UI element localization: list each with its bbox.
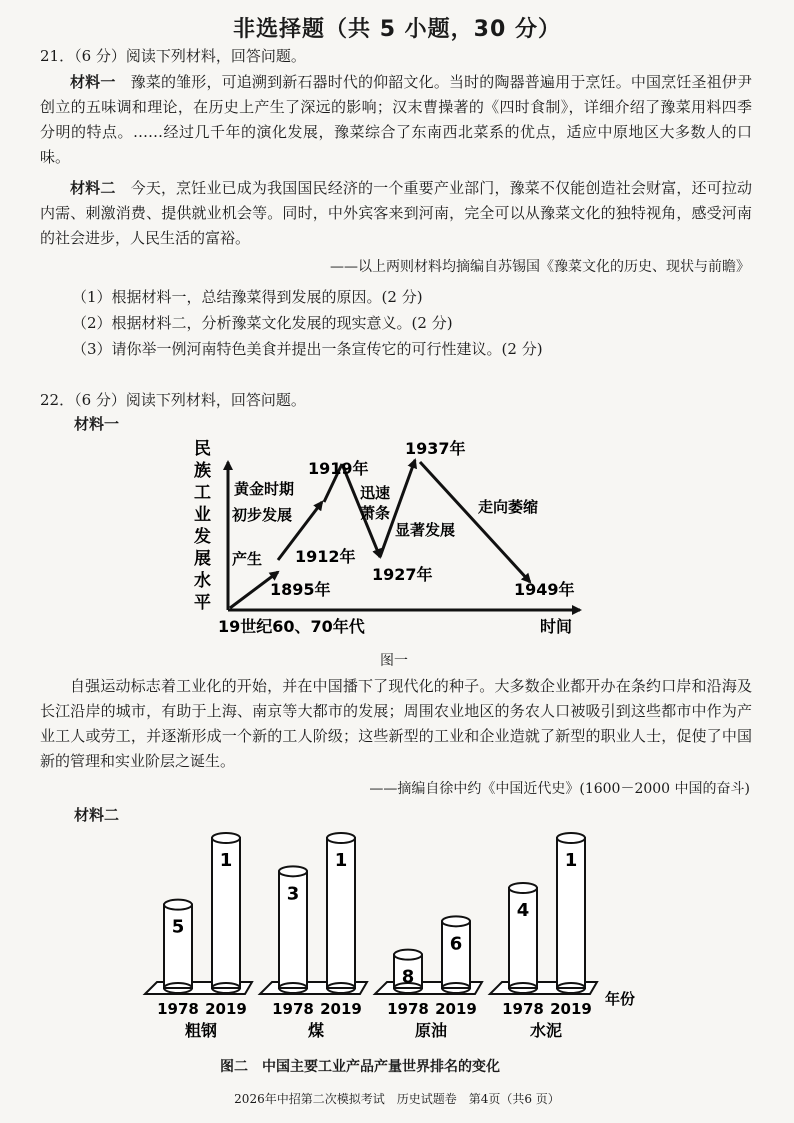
- fig2-year-label: 2019: [550, 1000, 592, 1018]
- q22-material1-label: 材料一: [74, 415, 120, 433]
- fig1-stage-golden: 黄金时期: [234, 480, 295, 498]
- fig2-bar: [557, 833, 585, 993]
- fig2-category-label: 水泥: [529, 1021, 563, 1040]
- page-footer: 2026年中招第二次模拟考试 历史试题卷 第4页（共6 页）: [234, 1092, 560, 1106]
- fig1-origin-label: 19世纪60、70年代: [218, 617, 365, 636]
- fig1-y-axis-label-char: 展: [194, 549, 211, 569]
- q21-question-2: （2）根据材料二，分析豫菜文化发展的现实意义。(2 分): [72, 314, 453, 332]
- q21-material2: [40, 176, 752, 251]
- fig2-bar: [164, 900, 192, 993]
- fig2-year-label: 1978: [502, 1000, 544, 1018]
- fig1-y-axis-label-char: 族: [194, 461, 211, 481]
- fig1-point-1895: 1895年: [270, 580, 331, 599]
- fig2-bar: [212, 833, 240, 993]
- fig2-year-label: 2019: [205, 1000, 247, 1018]
- fig2-bar: [509, 883, 537, 993]
- q22-material1-source: ——摘编自徐中约《中国近代史》(1600－2000 中国的奋斗): [369, 781, 750, 797]
- fig1-stage-decline-b: 萧条: [360, 504, 391, 522]
- fig1-point-1912: 1912年: [295, 547, 356, 566]
- fig2-bar: [394, 950, 422, 993]
- fig1-y-axis-label-chars: [193, 439, 211, 613]
- fig2-bar-rank-label: 4: [516, 900, 530, 921]
- q21-material2-text: 今天，烹饪业已成为我国国民经济的一个重要产业部门，豫菜不仅能创造社会财富，还可拉动内需、刺激消费、提供就业机会等。同时，中外宾客来到河南，完全可以从豫菜文化的独特视角，感受河南的社会进步，人民生活的富裕。: [40, 179, 752, 247]
- fig2-bar-rank-label: 1: [564, 850, 578, 871]
- fig2-bar-rank-label: 1: [219, 850, 233, 871]
- fig1-stage-decline-a: 迅速: [360, 484, 391, 502]
- q22-material2-label: 材料二: [74, 806, 120, 824]
- q22-material1-text: 自强运动标志着工业化的开始，并在中国播下了现代化的种子。大多数企业都开办在条约口岸和沿海及长江沿岸的城市，有助于上海、南京等大都市的发展；周围农业地区的务农人口被吸引到这些都市中作为产业工人或劳工，并逐渐形成一个新的工人阶级；这些新型的工业和企业造就了新型的职业人士，促使了中国新的管理和实业阶层之诞生。: [40, 677, 752, 770]
- fig1-stage-growth: 显著发展: [395, 521, 456, 539]
- q21-question-3: （3）请你举一例河南特色美食并提出一条宣传它的可行性建议。(2 分): [72, 340, 543, 358]
- fig2-year-label: 1978: [157, 1000, 199, 1018]
- fig2-bar-rank-label: 1: [334, 850, 348, 871]
- fig2-bar-rank-label: 6: [449, 933, 463, 955]
- fig1-point-1937: 1937年: [405, 439, 466, 458]
- fig2-caption: 图二 中国主要工业产品产量世界排名的变化: [220, 1059, 500, 1075]
- fig1-y-axis-label-char: 平: [194, 593, 211, 613]
- q21-material1-label: 材料一: [70, 73, 116, 91]
- fig1-stage-produce: 产生: [232, 550, 263, 568]
- fig2-category-label: 原油: [414, 1021, 448, 1040]
- fig1-caption: 图一: [380, 653, 408, 669]
- fig1-y-axis-label-char: 发: [194, 527, 211, 547]
- fig2-year-label: 1978: [272, 1000, 314, 1018]
- q21-question-1: （1）根据材料一，总结豫菜得到发展的原因。(2 分): [72, 288, 423, 306]
- figure-1-line-chart: [190, 432, 600, 642]
- fig2-year-label: 2019: [320, 1000, 362, 1018]
- page-title: 非选择题（共 5 小题，30 分）: [233, 17, 561, 42]
- fig2-category-label: 煤: [307, 1021, 325, 1040]
- fig2-bar: [327, 833, 355, 993]
- fig2-year-label: 1978: [387, 1000, 429, 1018]
- fig1-y-axis-label-char: 民: [194, 439, 211, 459]
- fig1-point-1919: 1919年: [308, 459, 369, 478]
- fig2-bar: [279, 866, 307, 993]
- fig2-x-unit-label: 年份: [605, 990, 636, 1008]
- fig2-category-label: 粗钢: [184, 1021, 218, 1040]
- q21-material2-label: 材料二: [70, 179, 116, 197]
- q22-header: 22．（6 分）阅读下列材料，回答问题。: [40, 391, 306, 409]
- figure-2-bar-chart: [135, 820, 675, 1060]
- fig2-bar-rank-label: 3: [286, 883, 300, 905]
- fig2-year-label: 2019: [435, 1000, 477, 1018]
- q21-material1: [40, 70, 752, 170]
- fig1-point-1949: 1949年: [514, 580, 575, 599]
- fig2-bar: [442, 916, 470, 993]
- fig1-y-axis-label-char: 水: [194, 571, 211, 591]
- fig2-bar-rank-label: 8: [401, 966, 415, 988]
- q21-source: ——以上两则材料均摘编自苏锡国《豫菜文化的历史、现状与前瞻》: [330, 259, 750, 275]
- fig2-bar-rank-label: 5: [171, 916, 185, 938]
- fig1-y-axis-label-char: 业: [194, 505, 211, 525]
- fig1-x-axis-label: 时间: [540, 617, 573, 636]
- fig1-y-axis-label-char: 工: [194, 483, 211, 503]
- fig1-point-1927: 1927年: [372, 565, 433, 584]
- fig1-stage-shrink: 走向萎缩: [478, 498, 539, 516]
- fig1-stage-early: 初步发展: [232, 506, 293, 524]
- q21-header: 21．（6 分）阅读下列材料，回答问题。: [40, 47, 306, 65]
- q21-material1-text: 豫菜的雏形，可追溯到新石器时代的仰韶文化。当时的陶器普遍用于烹饪。中国烹饪圣祖伊尹创立的五味调和理论，在历史上产生了深远的影响；汉末曹操著的《四时食制》，详细介绍了豫菜用料四季分明的特点。……经过几千年的演化发展，豫菜综合了东南西北菜系的优点，适应中原地区大多数人的口味。: [40, 73, 752, 166]
